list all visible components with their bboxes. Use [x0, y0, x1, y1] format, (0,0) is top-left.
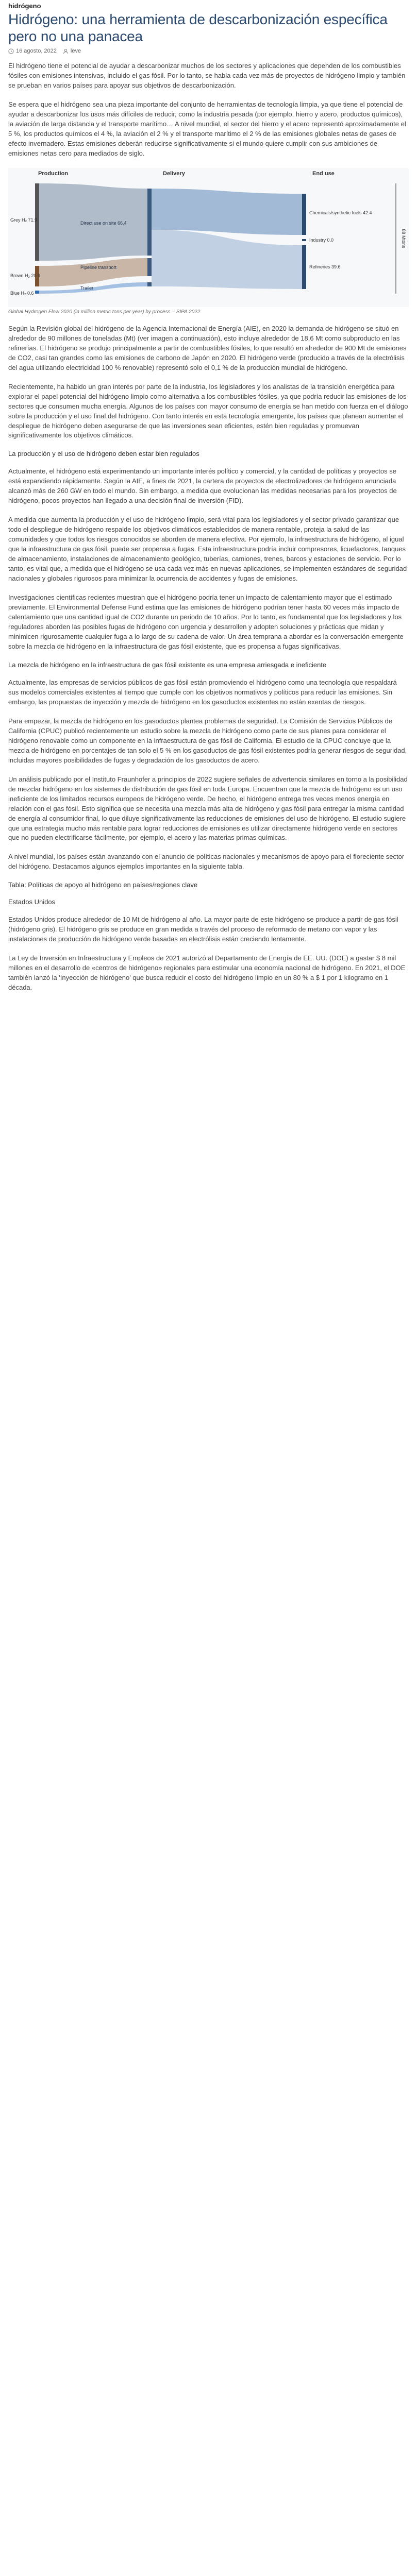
country-heading: Estados Unidos — [8, 898, 56, 906]
paragraph-8: Actualmente, las empresas de servicios públicos de gas fósil están promoviendo el hidrógeno como una tecnología que respaldará sus modelos comerciales existentes al tiempo que cumple con los objetivos normativos y políticos para reducir las emisiones. Sin embargo, las propuestas de inyección y mezcla de hidrógeno en los gasoductos existentes no están exentas de riesgos. — [8, 678, 397, 706]
hydrogen-flow-chart — [8, 168, 409, 307]
label-total: 88 Mtons — [401, 229, 406, 248]
header-end-use: End use — [312, 170, 335, 177]
paragraph-intro: El hidrógeno tiene el potencial de ayudar a descarbonizar muchos de los sectores y aplicaciones que dependen de los combustibles fósiles con emisiones intensivas, incluido el gas fósil. Por lo tanto, se habla cada vez más de proyectos de hidrógeno limpio y también se prueban en varios países para apoyar sus objetivos de descarbonización. — [8, 62, 406, 89]
post-author[interactable]: leve — [70, 48, 81, 55]
paragraph-5: Actualmente, el hidrógeno está experimentando un importante interés político y comercial, y la cantidad de políticas y proyectos se está expandiendo rápidamente. Según la AIE, a fines de 2021, la cartera de proyectos de electrolizadores de hidrógeno anunciada alcanzó más de 260 GW en todo el mundo. Sin embargo, a medida que evolucionan las medidas necesarias para los proyectos de hidrógeno, pocos proyectos han llegado a una decisión final de inversión (FID). — [8, 467, 397, 505]
paragraph-3: Según la Revisión global del hidrógeno de la Agencia Internacional de Energía (AIE), en 2020 la demanda de hidrógeno se situó en alrededor de 90 millones de toneladas (Mt) (ver imagen a continuación), esto incluye alrededor de 18,6 Mt como subproducto en las refinerías. El hidrógeno se produjo principalmente a partir de combustibles fósiles, lo que resultó en alrededor de 900 Mt de emisiones de CO2, casi tan grandes como las emisiones de carbono de Japón en 2020. El hidrógeno verde (producido a través de la electrólisis del agua utilizando electricidad 100 % renovable) representó solo el 0,1 % de la producción mundial de hidrógeno. — [8, 324, 407, 371]
paragraph-11: A nivel mundial, los países están avanzando con el anuncio de políticas nacionales y mecanismos de apoyo para el floreciente sector del hidrógeno. Destacamos algunos ejemplos importantes en la siguiente tabla. — [8, 853, 405, 871]
paragraph-12: Estados Unidos produce alrededor de 10 Mt de hidrógeno al año. La mayor parte de este hidrógeno se produce a partir de gas fósil (hidrógeno gris). El hidrógeno gris se produce en gran medida a través del proceso de reformado de metano con vapor y las instalaciones de producción de hidrógeno verde basadas en electrólisis están creciendo lentamente. — [8, 916, 398, 943]
post-date: 16 agosto, 2022 — [16, 48, 57, 55]
label-refineries: Refineries 39.6 — [309, 264, 341, 269]
node-direct-use — [147, 189, 152, 256]
article-meta — [8, 48, 409, 54]
subheading-blending: La mezcla de hidrógeno en la infraestructura de gas fósil existente es una empresa arriesgada e ineficiente — [8, 660, 327, 669]
paragraph-10: Un análisis publicado por el Instituto Fraunhofer a principios de 2022 sugiere señales de advertencia similares en torno a la posibilidad de mezclar hidrógeno en los sistemas de distribución de gas fósil en toda Europa. Encuentran que la mezcla de hidrógeno es un uso ineficiente de los limitados recursos europeos de hidrógeno verde. De hecho, el hidrógeno entrega tres veces menos energía en relación con el gas fósil. Esto significa que se necesita una mezcla más alta de hidrógeno y gas fósil para entregar la misma cantidad de energía al consumidor final, lo que diluye significativamente las reducciones de emisiones del uso de hidrógeno. El estudio sugiere que una estrategia mucho más rentable para lograr reducciones de emisiones es utilizar directamente hidrógeno verde en sectores que no pueden electrificarse fácilmente, por ejemplo, el acero y las materias primas químicas. — [8, 775, 408, 842]
date-meta — [8, 48, 57, 54]
sankey-diagram — [8, 168, 409, 307]
label-blue-h2: Blue H₂ 0.6 — [10, 290, 34, 296]
node-blue-h2 — [35, 291, 39, 294]
table-title: Tabla: Políticas de apoyo al hidrógeno en países/regiones clave — [8, 881, 198, 889]
node-pipeline — [147, 258, 152, 276]
paragraph-4: Recientemente, ha habido un gran interés por parte de la industria, los legisladores y los analistas de la transición energética para explorar el papel potencial del hidrógeno limpio como alternativa a los combustibles fósiles, ya que podría reducir las emisiones de los sectores que consumen mucha energía. Algunos de los países con mayor consumo de energía se han metido con fuerza en el diálogo sobre la producción y el uso final del hidrógeno. Con tanto interés en esta tecnología emergente, los países que planean aumentar el despliegue de hidrógeno deben asegurarse de que las inversiones sean eficientes, estén bien reguladas y promuevan significativamente los objetivos climáticos. — [8, 382, 408, 439]
paragraph-6: A medida que aumenta la producción y el uso de hidrógeno limpio, será vital para los legisladores y el sector privado garantizar que todo el despliegue de hidrógeno respalde los objetivos climáticos establecidos de manera rentable, proteja la salud de las comunidades y que todos los riesgos conocidos se aborden de manera efectiva. Por ejemplo, la infraestructura de hidrógeno, al igual que la infraestructura de gas fósil, puede ser propensa a fugas. Esta infraestructura podría incluir compresores, licuefactores, tanques de almacenamiento, instalaciones de almacenamiento geológico, tuberías, camiones, trenes, barcos y estaciones de servicio. Por lo tanto, es vital que, a medida que el hidrógeno se usa cada vez más en nuevas aplicaciones, se implementen estándares de seguridad nacionales y globales rigurosos para minimizar la ocurrencia de accidentes y fugas de emisiones. — [8, 516, 407, 583]
node-refineries — [302, 245, 306, 289]
subheading-regulation: La producción y el uso de hidrógeno deben estar bien regulados — [8, 450, 199, 458]
user-icon — [63, 48, 69, 54]
node-chemicals — [302, 194, 306, 235]
clock-icon — [8, 48, 14, 54]
category-label[interactable]: hidrógeno — [8, 2, 41, 10]
paragraph-2: Se espera que el hidrógeno sea una pieza importante del conjunto de herramientas de tecnología limpia, ya que tiene el potencial de ayudar a descarbonizar los usos más difíciles de reducir, como la industria pesada (por ejemplo, hierro y acero, productos químicos), la aviación de larga distancia y el transporte marítimo… A nivel mundial, el sector del hierro y el acero representó aproximadamente el 5 %, los productos químicos el 4 %, la aviación el 2 % y el transporte marítimo el 2 % de las emisiones globales netas de gases de efecto invernadero. Estas emisiones deberán reducirse significativamente si el mundo quiere cumplir con sus ambiciones de emisiones netas cero para mediados de siglo. — [8, 100, 406, 157]
label-trailer: Trailer — [80, 285, 94, 291]
flow-to-chemicals — [152, 189, 302, 235]
label-grey-h2: Grey H₂ 71.9 — [10, 217, 38, 223]
label-chemicals: Chemicals/synthetic fuels 42.4 — [309, 210, 372, 215]
paragraph-13: La Ley de Inversión en Infraestructura y Empleos de 2021 autorizó al Departamento de Energía de EE. UU. (DOE) a gastar $ 8 mil millones en el desarrollo de «centros de hidrógeno» regionales para estimular una economía nacional de hidrógeno. En 2021, el DOE también lanzó la 'Inyección de hidrógeno' que busca reducir el costo del hidrógeno limpio en un 80 % a $ 1 por 1 kilogramo en 1 década. — [8, 954, 406, 992]
paragraph-9: Para empezar, la mezcla de hidrógeno en los gasoductos plantea problemas de seguridad. La Comisión de Servicios Públicos de California (CPUC) publicó recientemente un estudio sobre la mezcla de hidrógeno como parte de sus planes para considerar el hidrógeno renovable como un componente en la infraestructura de gas fósil de California. El estudio de la CPUC concluye que la mezcla de hidrógeno en porcentajes de tan solo el 5 % en los gasoductos de gas fósil existentes podría generar riesgos de seguridad, incluidas mayores posibilidades de fugas y degradación de los gasoductos de acero. — [8, 717, 407, 764]
chart-caption: Global Hydrogen Flow 2020 (in million metric tons per year) by process – SIPA 2022 — [8, 309, 201, 315]
article-title: Hidrógeno: una herramienta de descarbonización específica pero no una panacea — [8, 11, 388, 45]
paragraph-7: Investigaciones científicas recientes muestran que el hidrógeno podría tener un impacto de calentamiento mayor que el estimado previamente. El Environmental Defense Fund estima que las emisiones de hidrógeno podrían tener hasta 60 veces más impacto de calentamiento que una cantidad igual de CO2 durante un periodo de 10 años. Por lo tanto, es fundamental que los legisladores y los reguladores aborden las posibles fugas de hidrógeno con urgencia y desarrollen y adopten soluciones y prácticas que midan y minimicen rigurosamente cualquier fuga a lo largo de su cadena de valor. Un área temprana a abordar es la conversación emergente sobre la mezcla de hidrógeno en la infraestructura de gas fósil existente, que es propensa a fugas significativas. — [8, 594, 404, 650]
header-production: Production — [38, 170, 69, 177]
author-meta[interactable] — [63, 48, 81, 54]
label-pipeline: Pipeline transport — [80, 264, 117, 270]
node-trailer — [147, 282, 152, 286]
label-industry: Industry 0.0 — [309, 237, 334, 243]
page-blank-space — [8, 1002, 409, 2032]
header-delivery: Delivery — [163, 170, 185, 177]
label-brown-h2: Brown H₂ 20.9 — [10, 273, 41, 278]
node-industry — [302, 239, 306, 241]
label-direct-use: Direct use on site 66.4 — [80, 220, 127, 226]
